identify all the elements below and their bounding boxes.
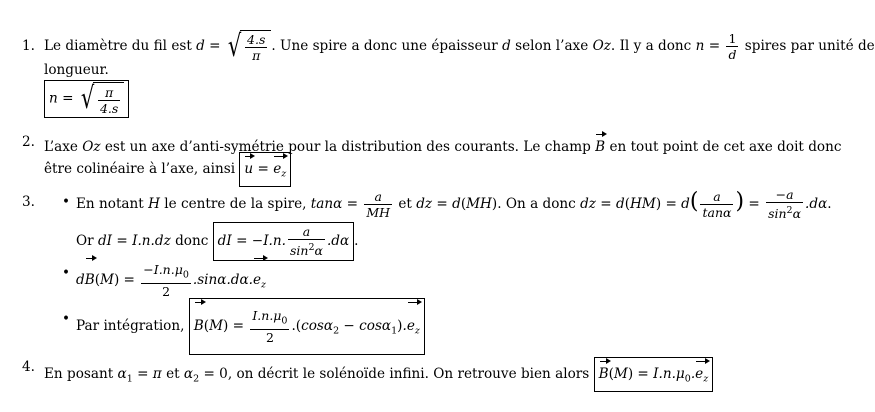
item-3-bullet-1-line-2: Or dI = I.n.dz donc dI = −I.n. $\frac{a}{\sin^2\alpha}$ .dα .	[76, 222, 358, 261]
item-3-bullet-1-line-1: En notant H le centre de la spire, tanα = $\frac{a}{MH}$ et dz = d(MH). On a donc dz = d(HM) = d( $\frac{a}{\tan\alpha}$ ) = $\frac{-a}{\sin^2\alpha}$ .dα.	[76, 187, 832, 222]
item-2-line-2: être colinéaire à l’axe, ainsi $u = e_z$	[44, 152, 291, 187]
bullet-icon: •	[62, 194, 71, 210]
item-number-2: 2.	[22, 134, 35, 150]
item-number-3: 3.	[22, 194, 35, 210]
item-3-bullet-2: dB(M) = $\frac{-I.n.\mu_0}{2}$ $.\sin\alpha.d\alpha.e_z$	[76, 256, 266, 305]
item-number-1: 1.	[22, 38, 35, 54]
item-3-bullet-3: Par intégration, B(M) = $\frac{I.n.\mu_0}{2}$ $.(\cos\alpha_2 - \cos\alpha_1).e_z$	[76, 298, 425, 355]
item-1-line-1: Le diamètre du fil est d = √ $\frac{4.s}{\pi}$ . Une spire a donc une épaisseur d selon l’axe Oz. Il y a donc n = $\frac{1}{d}$ spires par unité de	[44, 28, 875, 64]
bullet-icon: •	[62, 265, 71, 281]
item-4-line: En posant $\alpha_1 = \pi$ et $\alpha_2 = 0$, on décrit le solénoïde infini. On retrouve bien alors $B(M) = I.n.\mu_0.e_z$	[44, 357, 713, 392]
item-1-line-2: longueur.	[44, 62, 109, 78]
boxed-result-n: n = √ $\frac{\pi}{4.s}$	[44, 80, 129, 118]
item-2-line-1: L’axe Oz est un axe d’anti-symétrie pour la distribution des courants. Le champ B en tout point de cet axe doit donc	[44, 132, 841, 157]
item-number-4: 4.	[22, 359, 35, 375]
sqrt-diameter: √ $\frac{4.s}{\pi}$	[225, 30, 271, 64]
bullet-icon: •	[62, 311, 71, 327]
